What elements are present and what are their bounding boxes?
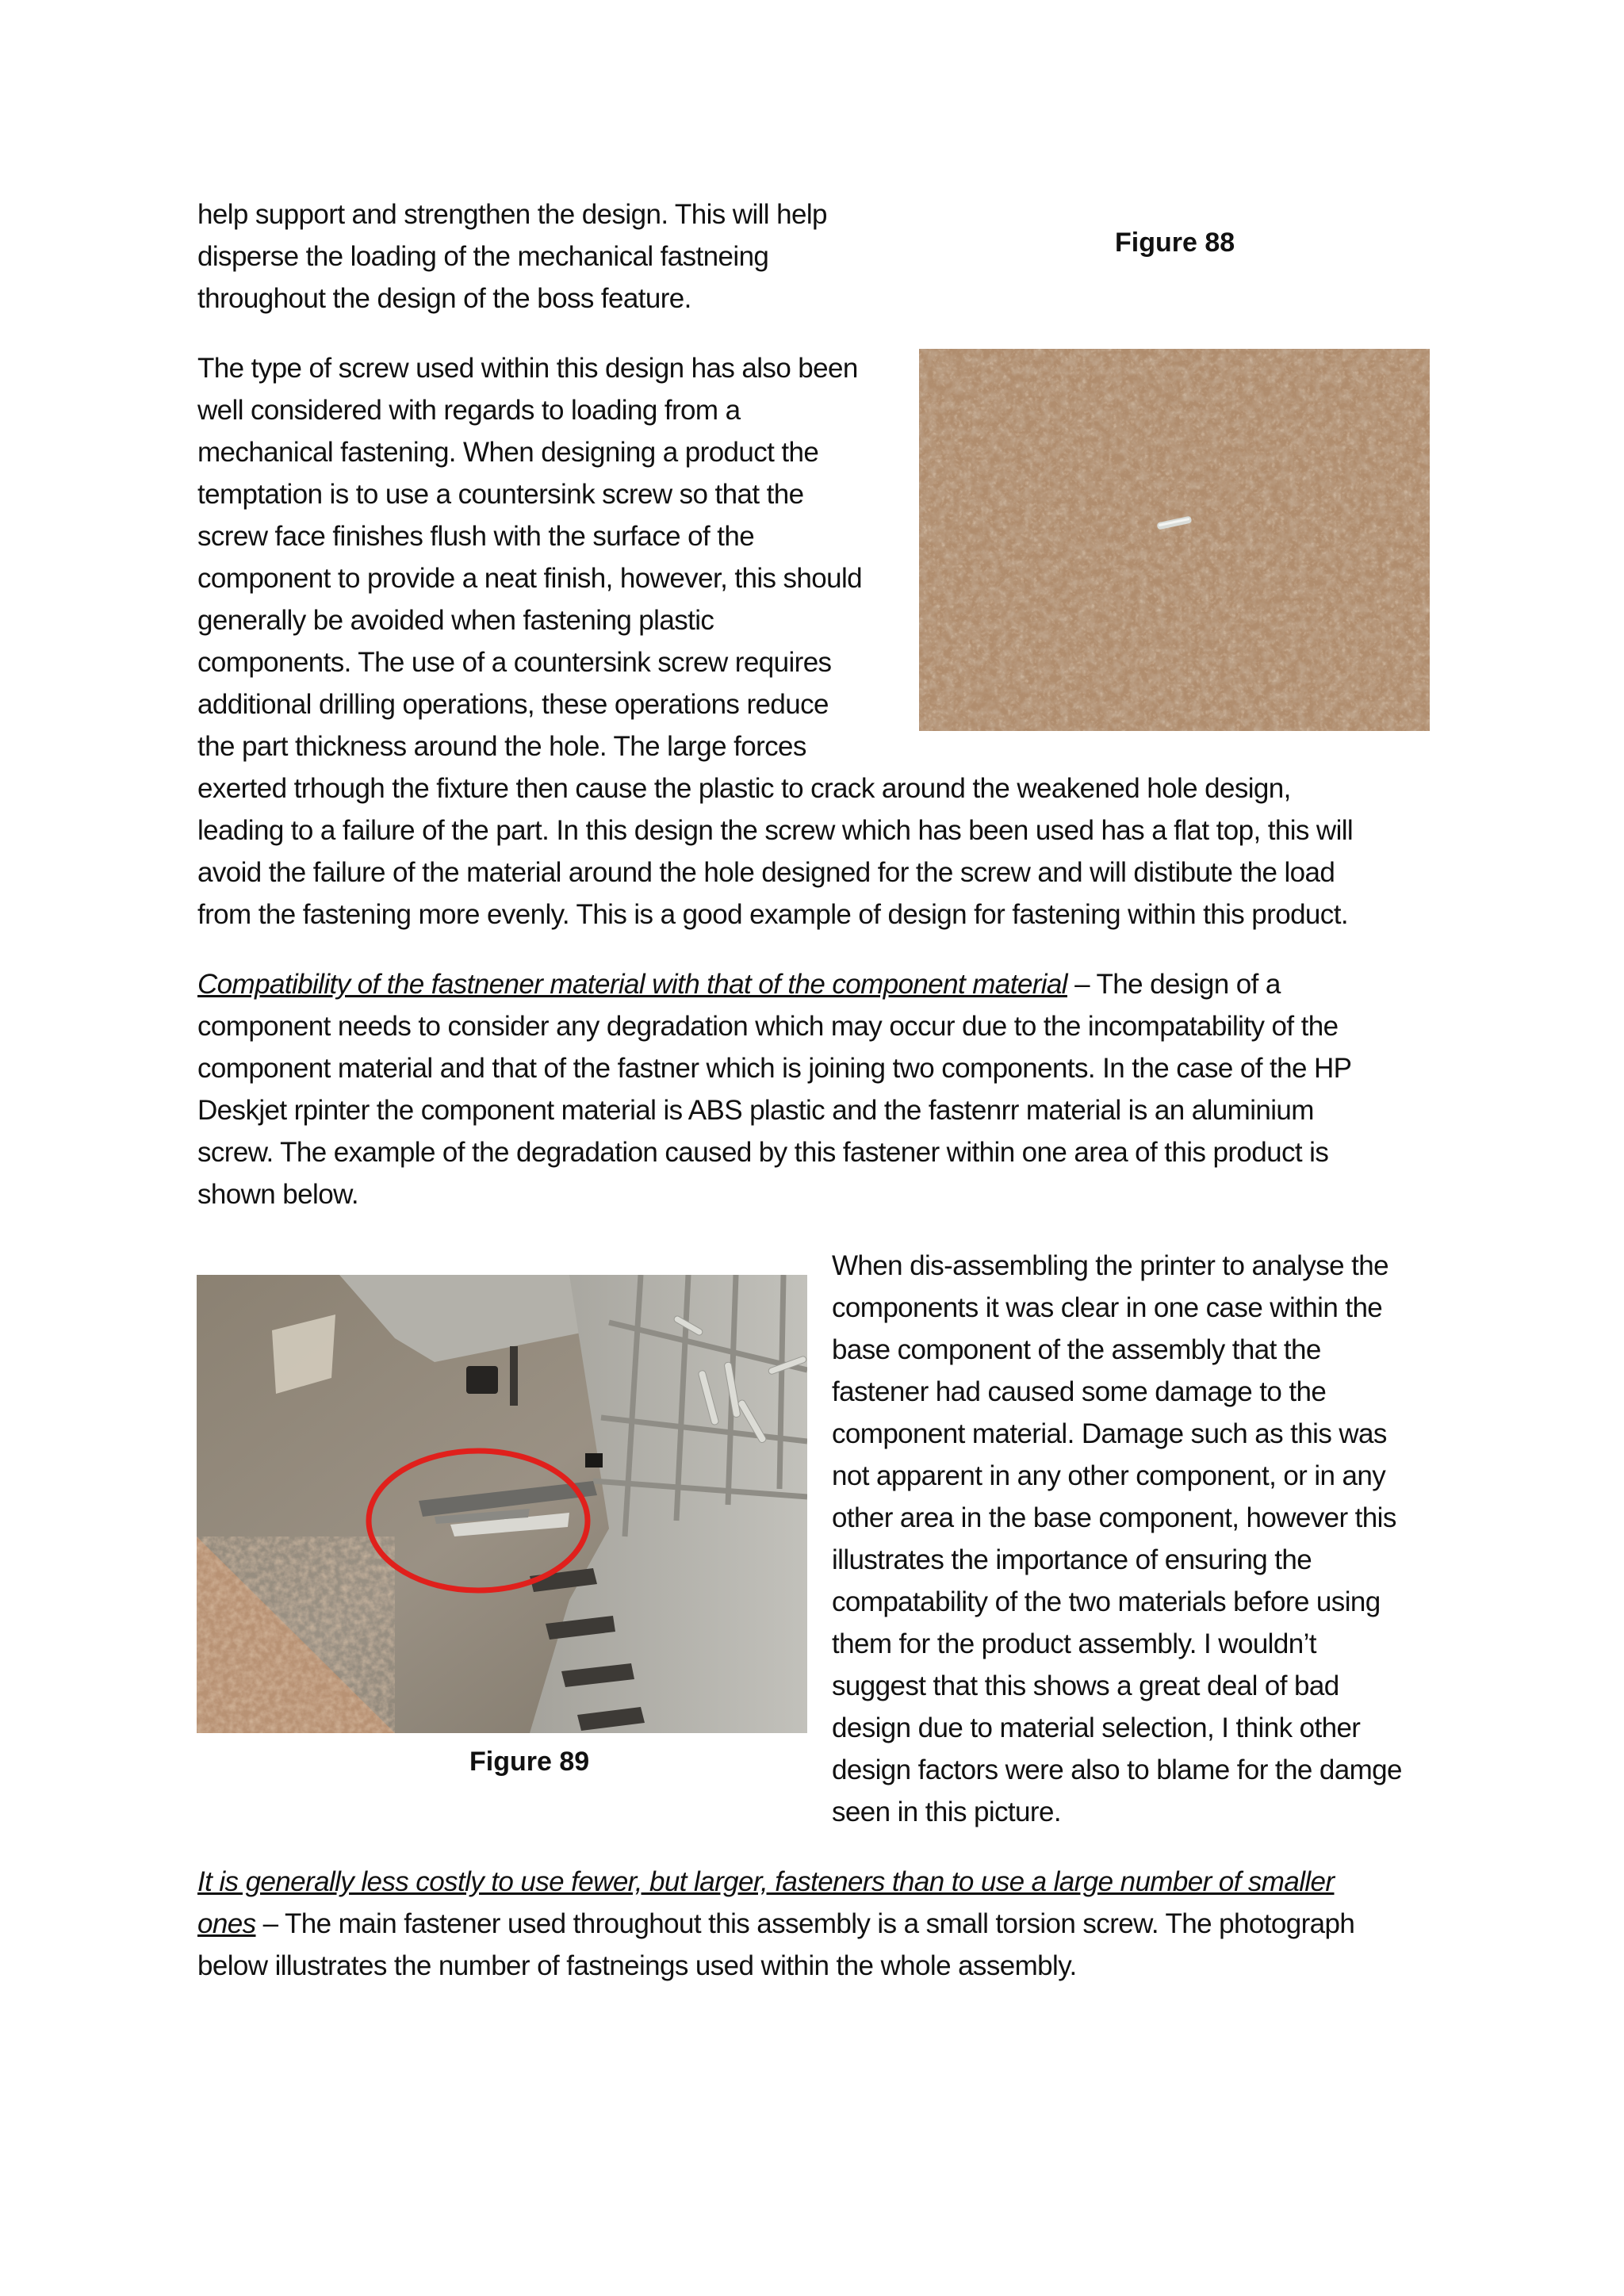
text-line: When dis-assembling the printer to analyse the: [832, 1250, 1388, 1281]
text-line: Deskjet rpinter the component material is ABS plastic and the fastenrr material is an aluminium: [197, 1095, 1314, 1126]
text-line: The type of screw used within this design has also been: [197, 353, 858, 384]
text-fragment: – The design of a: [1067, 969, 1281, 1000]
text-line: disperse the loading of the mechanical fastneing: [197, 241, 769, 272]
text-line: leading to a failure of the part. In this design the screw which has been used has a flat top, this will: [197, 815, 1354, 846]
text-line: from the fastening more evenly. This is a good example of design for fastening within this product.: [197, 899, 1348, 930]
text-line: exerted trhough the fixture then cause the plastic to crack around the weakened hole design,: [197, 773, 1291, 804]
text-fragment: – The main fastener used throughout this assembly is a small torsion screw. The photograph: [255, 1908, 1355, 1939]
text-line: shown below.: [197, 1179, 358, 1210]
text-line: additional drilling operations, these operations reduce: [197, 689, 829, 720]
text-line: fastener had caused some damage to the: [832, 1376, 1327, 1407]
text-line: mechanical fastening. When designing a product the: [197, 437, 819, 468]
text-line: base component of the assembly that the: [832, 1334, 1321, 1365]
text-line: compatability of the two materials before using: [832, 1586, 1381, 1617]
text-line: component to provide a neat finish, however, this should: [197, 563, 863, 594]
text-line: design factors were also to blame for the damge: [832, 1755, 1402, 1785]
fastener-count-heading-end: ones: [197, 1908, 256, 1939]
text-line: component needs to consider any degradation which may occur due to the incompatability of the: [197, 1011, 1339, 1042]
paragraph-disassembly: [832, 1245, 1402, 1833]
text-line: not apparent in any other component, or in any: [832, 1460, 1386, 1491]
text-line: below illustrates the number of fastneings used within the whole assembly.: [197, 1950, 1077, 1981]
paragraph-boss-support: [197, 193, 827, 320]
fastener-count-heading: It is generally less costly to use fewer, but larger, fasteners than to use a large number of smaller: [197, 1866, 1335, 1897]
text-line: generally be avoided when fastening plastic: [197, 605, 714, 636]
text-line: screw face finishes flush with the surface of the: [197, 521, 755, 552]
figure-89-image: [197, 1275, 807, 1733]
paragraph-fastener-count: [197, 1861, 1354, 1987]
text-line: [197, 963, 1351, 1005]
paragraph-compatibility: [197, 963, 1351, 1215]
figure-89-caption: Figure 89: [469, 1747, 590, 1777]
text-line: avoid the failure of the material around the hole designed for the screw and will distibute the load: [197, 857, 1335, 888]
text-line: them for the product assembly. I wouldn’t: [832, 1628, 1316, 1659]
figure-88-caption: Figure 88: [1115, 228, 1235, 258]
text-line: [197, 1903, 1354, 1945]
printer-base-photo: [197, 1275, 807, 1733]
text-line: temptation is to use a countersink screw so that the: [197, 479, 804, 510]
text-line: screw. The example of the degradation caused by this fastener within one area of this product is: [197, 1137, 1329, 1168]
paragraph-screw-type: [197, 347, 1353, 936]
text-line: well considered with regards to loading from a: [197, 395, 741, 426]
text-line: suggest that this shows a great deal of bad: [832, 1670, 1339, 1701]
text-line: other area in the base component, however this: [832, 1502, 1396, 1533]
compatibility-heading: Compatibility of the fastnener material with that of the component material: [197, 969, 1067, 1000]
text-line: throughout the design of the boss feature.: [197, 283, 691, 314]
text-line: component material and that of the fastner which is joining two components. In the case of the HP: [197, 1053, 1352, 1084]
text-line: component material. Damage such as this was: [832, 1418, 1387, 1449]
text-line: components. The use of a countersink screw requires: [197, 647, 832, 678]
text-line: illustrates the importance of ensuring the: [832, 1544, 1312, 1575]
text-line: help support and strengthen the design. This will help: [197, 199, 827, 230]
text-line: the part thickness around the hole. The large forces: [197, 731, 806, 762]
text-line: seen in this picture.: [832, 1797, 1061, 1827]
text-line: components it was clear in one case within the: [832, 1292, 1383, 1323]
text-line: design due to material selection, I think other: [832, 1712, 1361, 1743]
